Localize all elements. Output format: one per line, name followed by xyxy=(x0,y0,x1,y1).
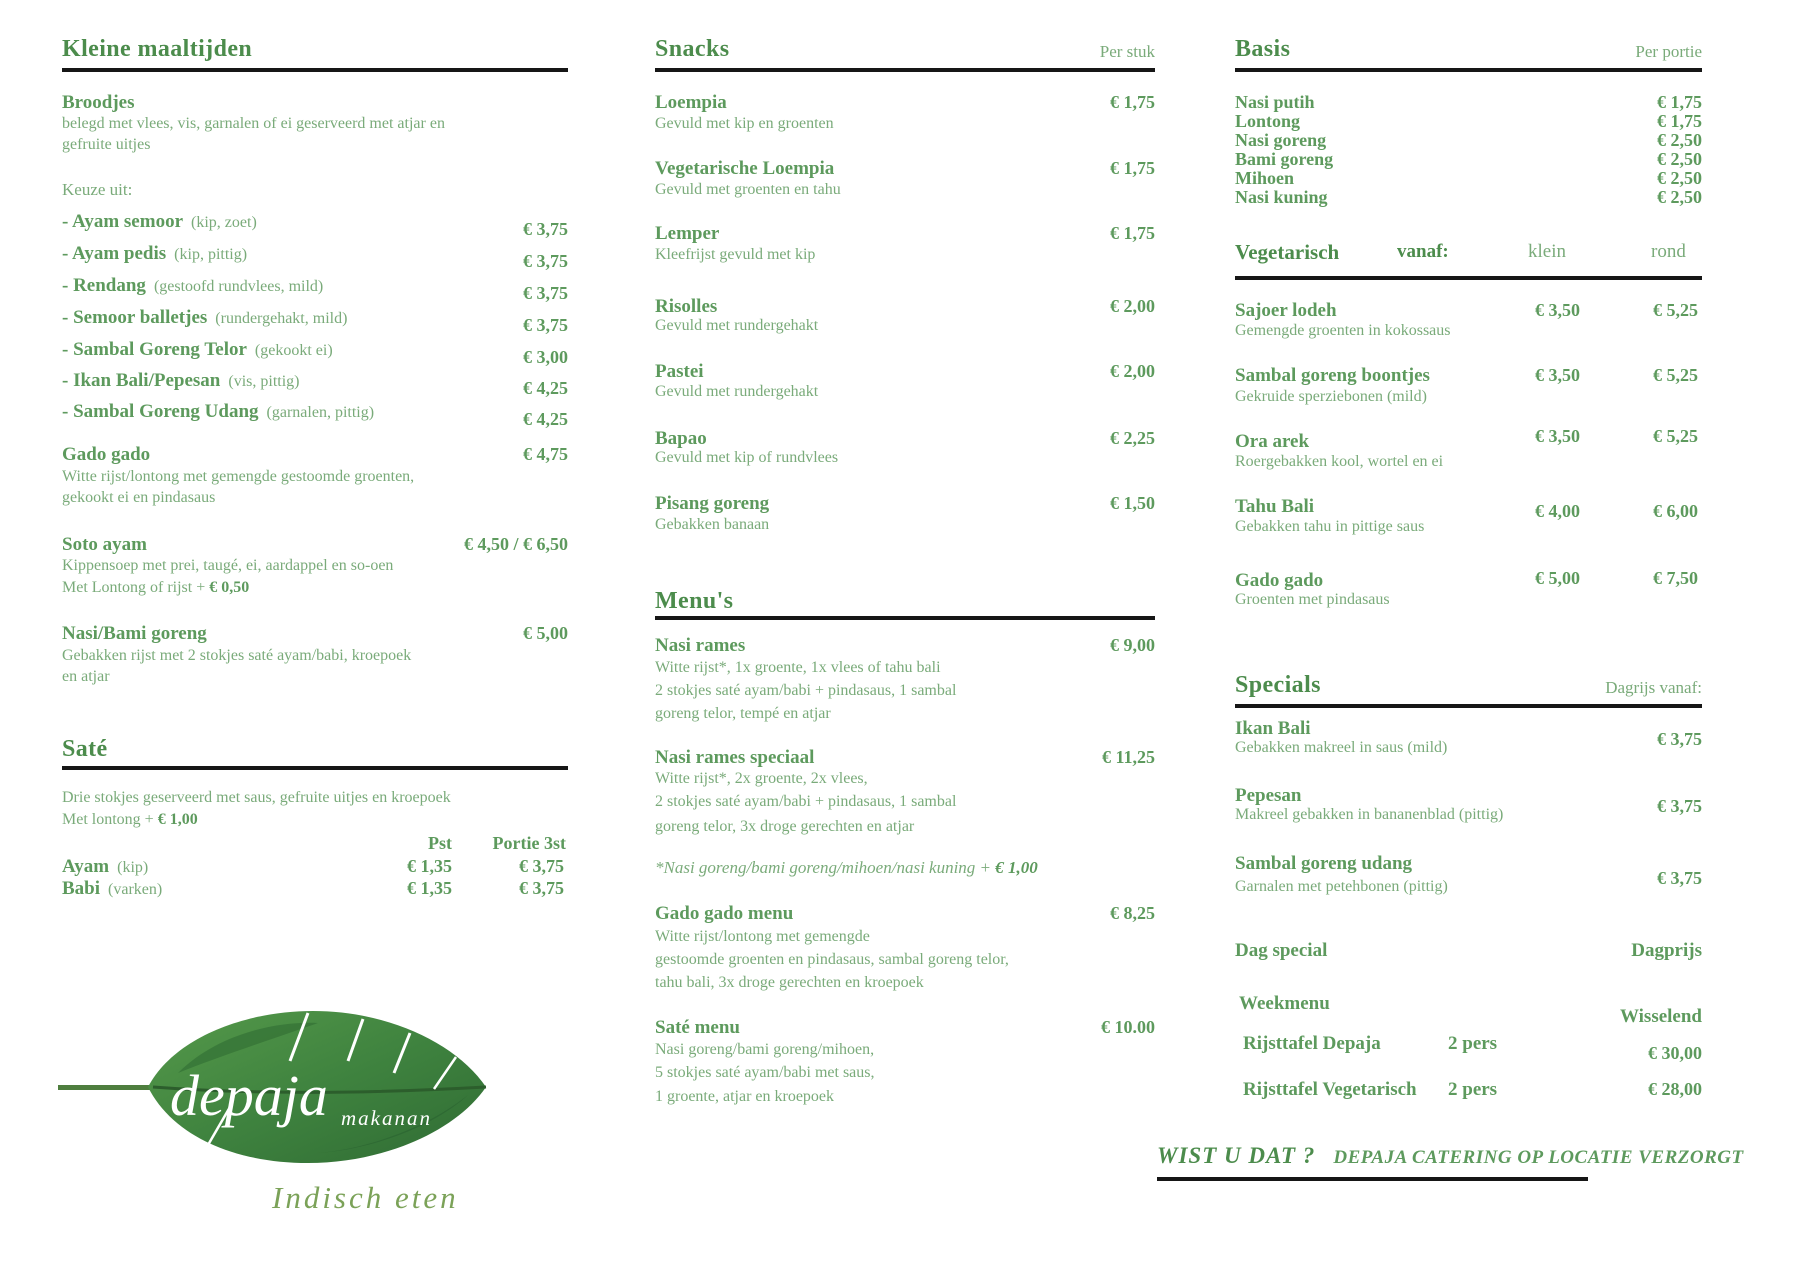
section-title-vegetarisch: Vegetarisch xyxy=(1235,240,1340,264)
sate-price-portie: € 3,75 xyxy=(519,856,564,876)
basis-price: € 1,75 xyxy=(1657,92,1702,112)
menu-price: € 10.00 xyxy=(1101,1017,1155,1037)
basis-name: Nasi putih xyxy=(1235,92,1315,112)
footer-rule xyxy=(1157,1177,1588,1181)
basis-name: Bami goreng xyxy=(1235,149,1334,169)
veg-desc: Gekruide sperziebonen (mild) xyxy=(1235,388,1427,405)
list-item: - Semoor balletjes (rundergehakt, mild) xyxy=(62,307,348,328)
basis-name: Nasi kuning xyxy=(1235,187,1328,207)
divider-rule xyxy=(1235,68,1702,72)
dish-desc: Gebakken rijst met 2 stokjes saté ayam/babi, kroepoek xyxy=(62,647,412,664)
menu-desc: goreng telor, 3x droge gerechten en atjar xyxy=(655,818,915,835)
sate-extra: Met lontong + € 1,00 xyxy=(62,811,198,828)
list-item-price: € 4,25 xyxy=(523,409,568,429)
rijsttafel-price: € 30,00 xyxy=(1648,1043,1702,1063)
snack-name: Vegetarische Loempia xyxy=(655,158,835,179)
rijsttafel-price: € 28,00 xyxy=(1648,1079,1702,1099)
special-desc: Makreel gebakken in bananenblad (pittig) xyxy=(1235,806,1504,823)
sate-price-pst: € 1,35 xyxy=(407,856,452,876)
basis-name: Nasi goreng xyxy=(1235,130,1327,150)
veg-desc: Gebakken tahu in pittige saus xyxy=(1235,518,1425,535)
list-item: - Sambal Goreng Telor (gekookt ei) xyxy=(62,339,333,360)
footer-question: WIST U DAT ? xyxy=(1157,1143,1316,1168)
snack-desc: Gevuld met rundergehakt xyxy=(655,317,819,334)
vegetarisch-vanaf-label: vanaf: xyxy=(1397,241,1449,262)
special-price: € 3,75 xyxy=(1657,796,1702,816)
unit-label-dagrijs: Dagrijs vanaf: xyxy=(1605,678,1702,697)
list-item: - Sambal Goreng Udang (garnalen, pittig) xyxy=(62,401,375,422)
list-item-note: (kip, pittig) xyxy=(174,246,248,263)
sate-col-header-pst: Pst xyxy=(428,833,452,853)
snack-name: Risolles xyxy=(655,296,718,317)
dish-desc: Witte rijst/lontong met gemengde gestoomde groenten, xyxy=(62,468,415,485)
section-title-kleine-maaltijden: Kleine maaltijden xyxy=(62,36,253,62)
section-title-specials: Specials xyxy=(1235,672,1321,698)
special-price: € 3,75 xyxy=(1657,868,1702,888)
weekmenu-price: Wisselend xyxy=(1619,1006,1702,1027)
menu-name: Nasi rames speciaal xyxy=(655,747,815,768)
rijsttafel-name: Rijsttafel Vegetarisch xyxy=(1243,1079,1417,1100)
veg-price-rond: € 5,25 xyxy=(1653,426,1698,446)
dish-name: Soto ayam xyxy=(62,534,147,555)
rijsttafel-pers: 2 pers xyxy=(1448,1079,1498,1100)
dish-price: € 5,00 xyxy=(523,623,568,643)
snack-price: € 2,00 xyxy=(1110,296,1155,316)
dish-price: € 4,50 / € 6,50 xyxy=(463,534,568,554)
menu-desc: Nasi goreng/bami goreng/mihoen, xyxy=(655,1041,875,1058)
list-item-note: (vis, pittig) xyxy=(228,373,300,390)
basis-price: € 2,50 xyxy=(1657,149,1702,169)
list-item-price: € 3,00 xyxy=(523,347,568,367)
snack-price: € 2,00 xyxy=(1110,361,1155,381)
menu-price: € 11,25 xyxy=(1101,747,1155,767)
logo-brand-text: depaja xyxy=(170,1063,328,1128)
list-item: - Ayam pedis (kip, pittig) xyxy=(62,243,248,264)
dish-name: Gado gado xyxy=(62,444,151,465)
dish-desc: Kippensoep met prei, taugé, ei, aardappel en so-oen xyxy=(62,557,394,574)
sate-row: Ayam (kip) xyxy=(62,856,149,877)
veg-price-klein: € 3,50 xyxy=(1535,300,1580,320)
divider-rule xyxy=(655,616,1155,620)
veg-price-rond: € 5,25 xyxy=(1653,300,1698,320)
basis-price: € 2,50 xyxy=(1657,168,1702,188)
menu-name: Gado gado menu xyxy=(655,903,794,924)
special-name: Pepesan xyxy=(1235,785,1302,806)
unit-label-per-portie: Per portie xyxy=(1635,42,1702,61)
special-name: Ikan Bali xyxy=(1235,718,1311,739)
dag-special-name: Dag special xyxy=(1235,940,1328,961)
dish-name: Broodjes xyxy=(62,92,135,113)
dish-desc: belegd met vlees, vis, garnalen of ei geserveerd met atjar en xyxy=(62,115,445,132)
sate-row: Babi (varken) xyxy=(62,878,163,899)
veg-desc: Roergebakken kool, wortel en ei xyxy=(1235,453,1444,470)
dish-name: Nasi/Bami goreng xyxy=(62,623,207,644)
dish-desc: en atjar xyxy=(62,668,110,685)
basis-price: € 2,50 xyxy=(1657,187,1702,207)
menu-desc: gestoomde groenten en pindasaus, sambal goreng telor, xyxy=(655,951,1009,968)
basis-price: € 1,75 xyxy=(1657,111,1702,131)
list-item: - Rendang (gestoofd rundvlees, mild) xyxy=(62,275,324,296)
snack-desc: Gevuld met kip of rundvlees xyxy=(655,449,839,466)
list-item-price: € 3,75 xyxy=(523,315,568,335)
menu-desc: Witte rijst/lontong met gemengde xyxy=(655,928,870,945)
veg-price-klein: € 4,00 xyxy=(1535,501,1580,521)
sate-price-pst: € 1,35 xyxy=(407,878,452,898)
logo-tagline: Indisch eten xyxy=(272,1180,459,1215)
veg-price-rond: € 6,00 xyxy=(1653,501,1698,521)
snack-name: Bapao xyxy=(655,428,707,449)
basis-name: Mihoen xyxy=(1235,168,1295,188)
menu-name: Nasi rames xyxy=(655,635,746,656)
veg-name: Ora arek xyxy=(1235,431,1310,452)
logo-sub-text: makanan xyxy=(341,1106,432,1130)
basis-price: € 2,50 xyxy=(1657,130,1702,150)
veg-desc: Gemengde groenten in kokossaus xyxy=(1235,322,1451,339)
section-title-basis: Basis xyxy=(1235,36,1291,62)
column-left xyxy=(62,0,568,1275)
veg-price-rond: € 7,50 xyxy=(1653,568,1698,588)
veg-name: Gado gado xyxy=(1235,570,1324,591)
vegetarisch-col-klein: klein xyxy=(1528,241,1566,262)
weekmenu-name: Weekmenu xyxy=(1239,993,1330,1014)
menu-desc: goreng telor, tempé en atjar xyxy=(655,705,831,722)
menu-price: € 8,25 xyxy=(1110,903,1155,923)
veg-name: Tahu Bali xyxy=(1235,496,1315,517)
divider-rule xyxy=(1235,276,1702,280)
veg-desc: Groenten met pindasaus xyxy=(1235,591,1390,608)
snack-price: € 1,75 xyxy=(1110,92,1155,112)
snack-price: € 2,25 xyxy=(1110,428,1155,448)
list-item-note: (garnalen, pittig) xyxy=(266,404,375,421)
snack-desc: Gevuld met rundergehakt xyxy=(655,383,819,400)
section-title-menus: Menu's xyxy=(655,588,734,614)
rijsttafel-pers: 2 pers xyxy=(1448,1033,1498,1054)
special-desc: Gebakken makreel in saus (mild) xyxy=(1235,739,1448,756)
menu-desc: tahu bali, 3x droge gerechten en kroepoek xyxy=(655,974,924,991)
veg-price-klein: € 3,50 xyxy=(1535,426,1580,446)
veg-name: Sambal goreng boontjes xyxy=(1235,365,1430,386)
section-title-snacks: Snacks xyxy=(655,36,730,62)
divider-rule xyxy=(655,68,1155,72)
snack-desc: Gevuld met groenten en tahu xyxy=(655,181,841,198)
snack-price: € 1,50 xyxy=(1110,493,1155,513)
snack-price: € 1,75 xyxy=(1110,158,1155,178)
logo-leaf-graphic xyxy=(58,1003,490,1175)
menu-desc: Witte rijst*, 1x groente, 1x vlees of tahu bali xyxy=(655,659,941,676)
menu-footnote: *Nasi goreng/bami goreng/mihoen/nasi kuning + € 1,00 xyxy=(655,858,1038,877)
keuze-label: Keuze uit: xyxy=(62,180,133,199)
footer-banner xyxy=(1157,1143,1744,1169)
section-title-sate: Saté xyxy=(62,736,108,762)
veg-name: Sajoer lodeh xyxy=(1235,300,1337,321)
list-item-price: € 3,75 xyxy=(523,283,568,303)
list-item: - Ayam semoor (kip, zoet) xyxy=(62,211,257,232)
snack-name: Loempia xyxy=(655,92,727,113)
snack-name: Pisang goreng xyxy=(655,493,770,514)
list-item-note: (gestoofd rundvlees, mild) xyxy=(153,278,324,295)
snack-desc: Kleefrijst gevuld met kip xyxy=(655,246,816,263)
divider-rule xyxy=(1235,704,1702,708)
unit-label-per-stuk: Per stuk xyxy=(1099,42,1155,61)
list-item-note: (rundergehakt, mild) xyxy=(215,310,348,327)
dag-special-price: Dagprijs xyxy=(1631,940,1702,961)
divider-rule xyxy=(62,766,568,770)
list-item-price: € 3,75 xyxy=(523,219,568,239)
rijsttafel-name: Rijsttafel Depaja xyxy=(1243,1033,1381,1054)
menu-name: Saté menu xyxy=(655,1017,740,1038)
dish-desc: gefruite uitjes xyxy=(62,136,151,153)
list-item-price: € 3,75 xyxy=(523,251,568,271)
sate-price-portie: € 3,75 xyxy=(519,878,564,898)
veg-price-rond: € 5,25 xyxy=(1653,365,1698,385)
veg-price-klein: € 5,00 xyxy=(1535,568,1580,588)
sate-col-header-portie: Portie 3st xyxy=(492,833,566,853)
menu-desc: 2 stokjes saté ayam/babi + pindasaus, 1 sambal xyxy=(655,682,957,699)
column-middle xyxy=(655,0,1155,1275)
dish-desc: gekookt ei en pindasaus xyxy=(62,489,216,506)
special-name: Sambal goreng udang xyxy=(1235,853,1413,874)
menu-price: € 9,00 xyxy=(1110,635,1155,655)
footer-text: DEPAJA CATERING OP LOCATIE VERZORGT xyxy=(1333,1147,1744,1168)
menu-desc: 2 stokjes saté ayam/babi + pindasaus, 1 sambal xyxy=(655,793,957,810)
special-desc: Garnalen met petehbonen (pittig) xyxy=(1235,878,1448,895)
veg-price-klein: € 3,50 xyxy=(1535,365,1580,385)
snack-desc: Gevuld met kip en groenten xyxy=(655,115,834,132)
list-item-price: € 4,25 xyxy=(523,378,568,398)
snack-price: € 1,75 xyxy=(1110,223,1155,243)
dish-price: € 4,75 xyxy=(523,444,568,464)
divider-rule xyxy=(62,68,568,72)
vegetarisch-col-rond: rond xyxy=(1651,241,1686,262)
list-item-note: (kip, zoet) xyxy=(191,214,257,231)
menu-desc: Witte rijst*, 2x groente, 2x vlees, xyxy=(655,770,868,787)
special-price: € 3,75 xyxy=(1657,729,1702,749)
list-item-note: (gekookt ei) xyxy=(254,342,333,359)
column-right xyxy=(1235,0,1702,1275)
snack-desc: Gebakken banaan xyxy=(655,516,770,533)
sate-desc: Drie stokjes geserveerd met saus, gefruite uitjes en kroepoek xyxy=(62,789,451,806)
list-item: - Ikan Bali/Pepesan (vis, pittig) xyxy=(62,370,300,391)
basis-name: Lontong xyxy=(1235,111,1301,131)
menu-desc: 1 groente, atjar en kroepoek xyxy=(655,1088,835,1105)
dish-extra: Met Lontong of rijst + € 0,50 xyxy=(62,579,250,596)
snack-name: Lemper xyxy=(655,223,720,244)
menu-desc: 5 stokjes saté ayam/babi met saus, xyxy=(655,1064,875,1081)
snack-name: Pastei xyxy=(655,361,704,382)
